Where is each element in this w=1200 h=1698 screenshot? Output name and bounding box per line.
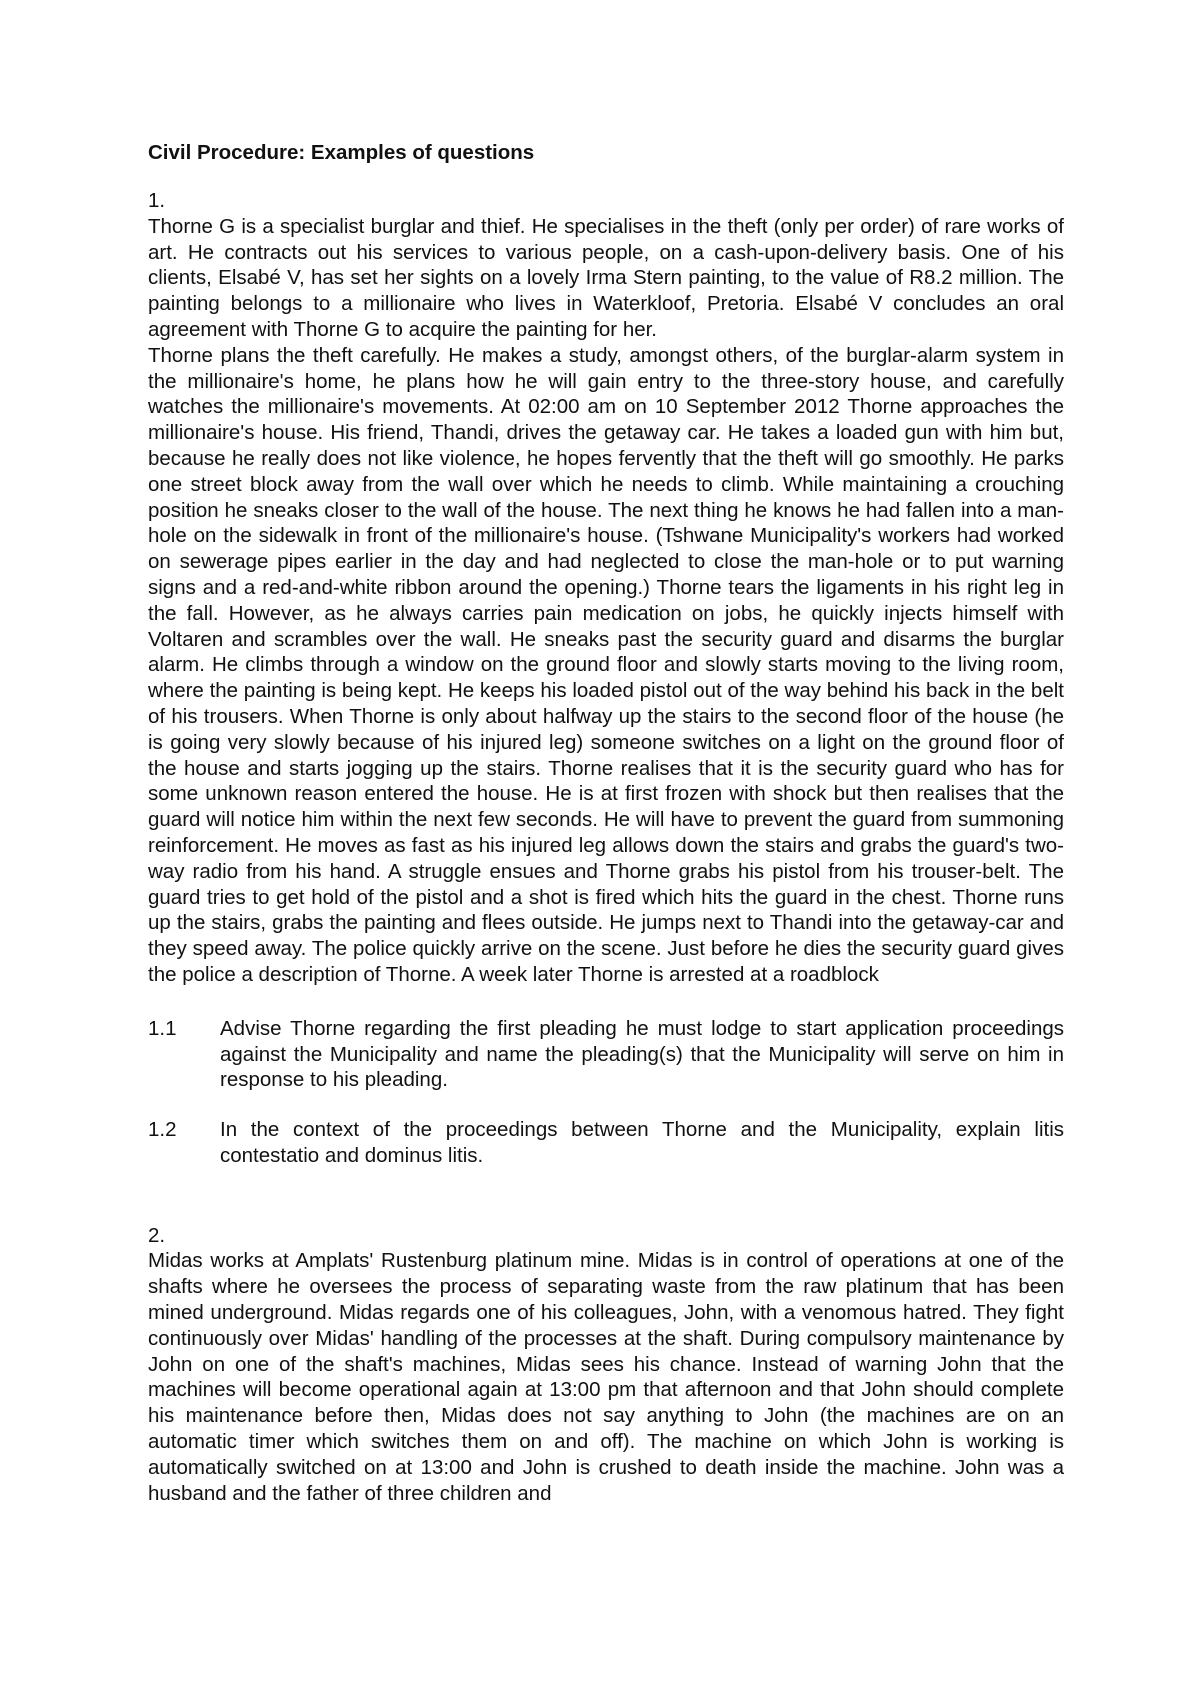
subquestion-1-1 [148,1016,1064,1093]
subquestion-1-1-number: 1.1 [148,1016,177,1040]
subquestion-1-2-number: 1.2 [148,1118,177,1142]
question-1-paragraph-2: Thorne plans the theft carefully. He makes a study, amongst others, of the burglar-alarm system in the millionaire's home, he plans how he will gain entry to the three-story house, and carefully watches the millionaire's movements. At 02:00 am on 10 September 2012 Thorne approaches the millionaire's house. His friend, Thandi, drives the getaway car. He takes a loaded gun with him but, because he really does not like violence, he hopes fervently that the theft will go smoothly. He parks one street block away from the wall over which he needs to climb. While maintaining a crouching position he sneaks closer to the wall of the house. The next thing he knows he had fallen into a man-hole on the sidewalk in front of the millionaire's house. (Tshwane Municipality's workers had worked on sewerage pipes earlier in the day and had neglected to close the man-hole or to put warning signs and a red-and-white ribbon around the opening.) Thorne tears the ligaments in his right leg in the fall. However, as he always carries pain medication on jobs, he quickly injects himself with Voltaren and scrambles over the wall. He sneaks past the security guard and disarms the burglar alarm. He climbs through a window on the ground floor and slowly starts moving to the living room, where the painting is being kept. He keeps his loaded pistol out of the way behind his back in the belt of his trousers. When Thorne is only about halfway up the stairs to the second floor of the house (he is going very slowly because of his injured leg) someone switches on a light on the ground floor of the house and starts jogging up the stairs. Thorne realises that it is the security guard who has for some unknown reason entered the house. He is at first frozen with shock but then realises that the guard will notice him within the next few seconds. He will have to prevent the guard from summoning reinforcement. He moves as fast as his injured leg allows down the stairs and grabs the guard's two-way radio from his hand. A struggle ensues and Thorne grabs his pistol from his trouser-belt. The guard tries to get hold of the pistol and a shot is fired which hits the guard in the chest. Thorne runs up the stairs, grabs the painting and flees outside. He jumps next to Thandi into the getaway-car and they speed away. The police quickly arrive on the scene. Just before he dies the security guard gives the police a description of Thorne. A week later Thorne is arrested at a roadblock [148,343,1064,986]
subquestion-1-1-text: Advise Thorne regarding the first pleading he must lodge to start application proceedings against the Municipality and name the pleading(s) that the Municipality will serve on him in response to his pleading. [220,1016,1064,1092]
subquestion-1-2 [148,1117,1064,1169]
question-2-number: 2. [148,1223,166,1247]
question-1-number: 1. [148,189,166,212]
document-title: Civil Procedure: Examples of questions [148,141,535,164]
question-2-paragraph-1: Midas works at Amplats' Rustenburg platinum mine. Midas is in control of operations at one of the shafts where he oversees the process of separating waste from the raw platinum that has been mined underground. Midas regards one of his colleagues, John, with a venomous hatred. They fight continuously over Midas' handling of the processes at the shaft. During compulsory maintenance by John on one of the shaft's machines, Midas sees his chance. Instead of warning John that the machines will become operational again at 13:00 pm that afternoon and that John should complete his maintenance before then, Midas does not say anything to John (the machines are on an automatic timer which switches them on and off). The machine on which John is working is automatically switched on at 13:00 and John is crushed to death inside the machine. John was a husband and the father of three children and [148,1249,1064,1505]
question-1-paragraph-1: Thorne G is a specialist burglar and thief. He specialises in the theft (only per order) of rare works of art. He contracts out his services to various people, on a cash-upon-delivery basis. One of his clients, Elsabé V, has set her sights on a lovely Irma Stern painting, to the value of R8.2 million. The painting belongs to a millionaire who lives in Waterkloof, Pretoria. Elsabé V concludes an oral agreement with Thorne G to acquire the painting for her. [148,214,1064,341]
subquestion-1-2-text: In the context of the proceedings between Thorne and the Municipality, explain litis contestatio and dominus litis. [220,1118,1064,1167]
document-body [148,140,1064,1506]
